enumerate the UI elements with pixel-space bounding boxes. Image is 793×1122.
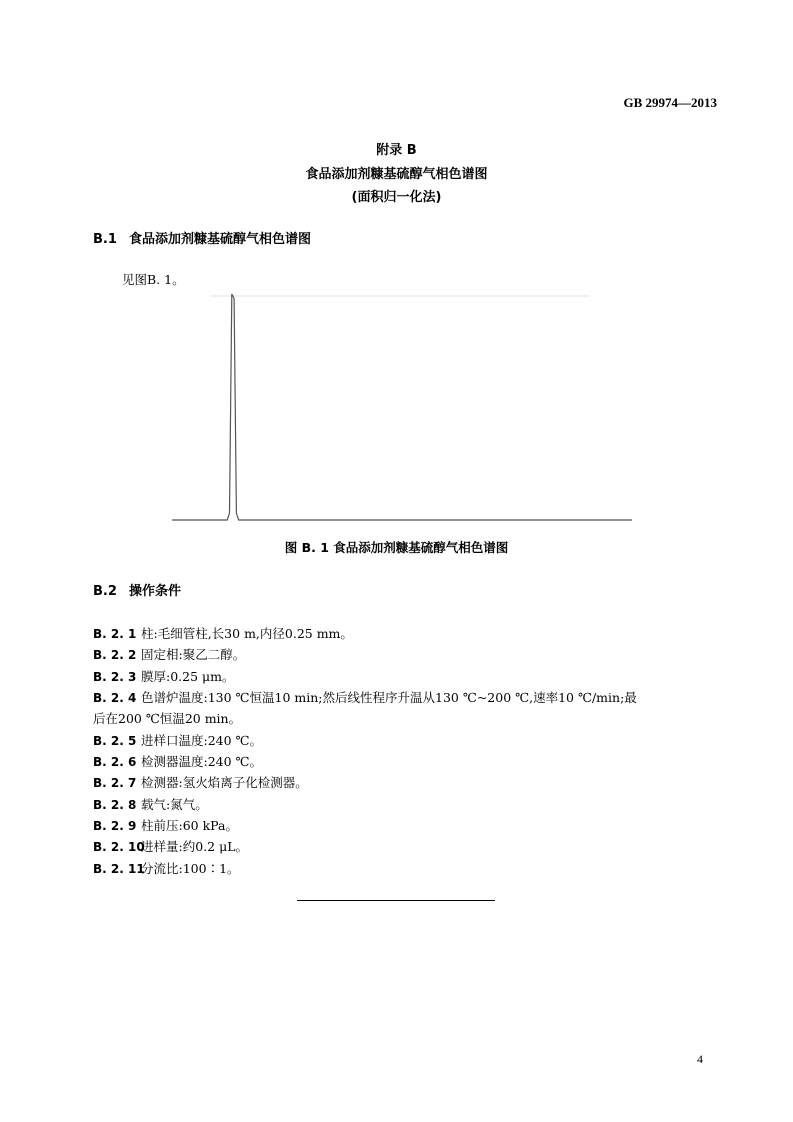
condition-number: B. 2. 3	[93, 670, 137, 684]
condition-number: B. 2. 6	[93, 755, 137, 769]
condition-text: 色谱炉温度:130 ℃恒温10 min;然后线性程序升温从130 ℃~200 ℃,速率10 ℃/min;最	[141, 690, 637, 705]
condition-item	[93, 667, 235, 685]
section-number: B.1	[93, 232, 117, 247]
figure-caption: 图 B. 1 食品添加剂糠基硫醇气相色谱图	[284, 540, 509, 555]
condition-number: B. 2. 10	[93, 840, 145, 854]
condition-item	[93, 795, 208, 813]
appendix-title: 食品添加剂糠基硫醇气相色谱图	[305, 167, 488, 182]
section-title: 食品添加剂糠基硫醇气相色谱图	[129, 232, 312, 247]
condition-number: B. 2. 5	[93, 734, 137, 748]
condition-item	[93, 624, 353, 642]
appendix-label: 附录 B	[376, 143, 417, 158]
figure-reference-text: 见图B. 1。	[122, 272, 185, 287]
condition-text: 柱前压:60 kPa。	[141, 818, 238, 833]
condition-text: 膜厚:0.25 μm。	[141, 669, 235, 684]
chromatogram-chart	[160, 286, 640, 526]
condition-number: B. 2. 7	[93, 776, 137, 790]
section-title: 操作条件	[129, 584, 182, 599]
condition-number: B. 2. 4	[93, 691, 137, 705]
end-rule	[297, 900, 495, 901]
condition-text: 进样口温度:240 ℃。	[141, 733, 263, 748]
section-number: B.2	[93, 584, 117, 599]
condition-text: 检测器:氢火焰离子化检测器。	[141, 775, 308, 790]
condition-item	[93, 837, 248, 855]
condition-text: 检测器温度:240 ℃。	[141, 754, 263, 769]
condition-item	[93, 773, 308, 791]
condition-item	[93, 688, 637, 706]
condition-text: 进样量:约0.2 μL。	[141, 839, 248, 854]
condition-number: B. 2. 9	[93, 819, 137, 833]
condition-item	[93, 731, 262, 749]
condition-item	[93, 816, 238, 834]
condition-number: B. 2. 1	[93, 627, 137, 641]
condition-item	[93, 709, 241, 727]
standard-number: GB 29974—2013	[623, 95, 717, 110]
condition-item	[93, 859, 240, 877]
condition-number: B. 2. 11	[93, 862, 145, 876]
condition-number: B. 2. 2	[93, 648, 137, 662]
condition-item	[93, 752, 262, 770]
condition-text: 载气:氮气。	[141, 797, 208, 812]
condition-item	[93, 645, 245, 663]
condition-text: 固定相:聚乙二醇。	[141, 647, 246, 662]
section-heading-b2	[93, 580, 181, 599]
page-number: 4	[697, 1052, 703, 1066]
condition-text: 后在200 ℃恒温20 min。	[93, 711, 242, 726]
chromatogram-trace	[172, 294, 632, 520]
section-heading-b1	[93, 228, 311, 247]
condition-number: B. 2. 8	[93, 798, 137, 812]
condition-text: 柱:毛细管柱,长30 m,内径0.25 mm。	[141, 626, 353, 641]
appendix-subtitle: (面积归一化法)	[351, 190, 442, 205]
condition-text: 分流比:100∶1。	[141, 861, 240, 876]
